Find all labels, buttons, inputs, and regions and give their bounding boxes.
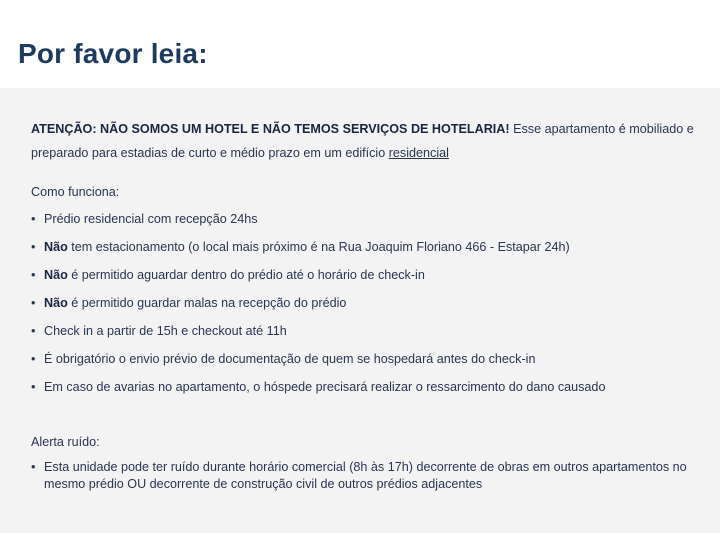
bullet-icon: • xyxy=(31,352,36,366)
list-item-text: tem estacionamento (o local mais próximo é na Rua Joaquim Floriano 466 - Estapar 24h) xyxy=(67,240,570,254)
list-item xyxy=(31,349,701,369)
warning-paragraph xyxy=(31,117,701,165)
warning-body-text: Esse apartamento é mobiliado e preparado para estadias de curto e médio prazo em um edifício xyxy=(31,122,694,160)
list-item xyxy=(31,237,701,257)
noise-alert-list xyxy=(31,459,701,493)
info-panel xyxy=(0,88,720,533)
list-item xyxy=(31,265,701,285)
list-item-text: Check in a partir de 15h e checkout até 11h xyxy=(44,324,287,338)
list-item-text: Prédio residencial com recepção 24hs xyxy=(44,212,258,226)
bullet-icon: • xyxy=(31,268,36,282)
list-item xyxy=(31,209,701,229)
list-item-bold: Não xyxy=(44,296,68,310)
bullet-icon: • xyxy=(31,240,36,254)
bullet-icon: • xyxy=(31,460,36,474)
header xyxy=(0,0,720,88)
bullet-icon: • xyxy=(31,324,36,338)
page-title: Por favor leia: xyxy=(18,38,208,69)
list-item xyxy=(31,293,701,313)
noise-alert-label: Alerta ruído: xyxy=(31,435,100,449)
list-item xyxy=(31,321,701,341)
residencial-underlined-text: residencial xyxy=(388,146,449,160)
how-it-works-label: Como funciona: xyxy=(31,185,120,199)
list-item-text: Em caso de avarias no apartamento, o hóspede precisará realizar o ressarcimento do dano causado xyxy=(44,380,606,394)
list-item-text: é permitido aguardar dentro do prédio até o horário de check-in xyxy=(67,268,425,282)
bullet-icon: • xyxy=(31,380,36,394)
list-item-text: Esta unidade pode ter ruído durante horário comercial (8h às 17h) decorrente de obras em outros apartamentos no mesmo prédio OU decorrente de construção civil de outros prédios adjacentes xyxy=(44,460,687,491)
bullet-icon: • xyxy=(31,212,36,226)
list-item-text: é permitido guardar malas na recepção do prédio xyxy=(67,296,347,310)
how-it-works-list xyxy=(31,209,701,397)
bullet-icon: • xyxy=(31,296,36,310)
list-item-text: É obrigatório o envio prévio de documentação de quem se hospedará antes do check-in xyxy=(44,352,536,366)
list-item-bold: Não xyxy=(44,268,68,282)
list-item-bold: Não xyxy=(44,240,68,254)
list-item xyxy=(31,459,701,493)
info-content xyxy=(31,117,701,501)
list-item xyxy=(31,377,701,397)
warning-bold-text: ATENÇÃO: NÃO SOMOS UM HOTEL E NÃO TEMOS SERVIÇOS DE HOTELARIA! xyxy=(31,122,510,136)
